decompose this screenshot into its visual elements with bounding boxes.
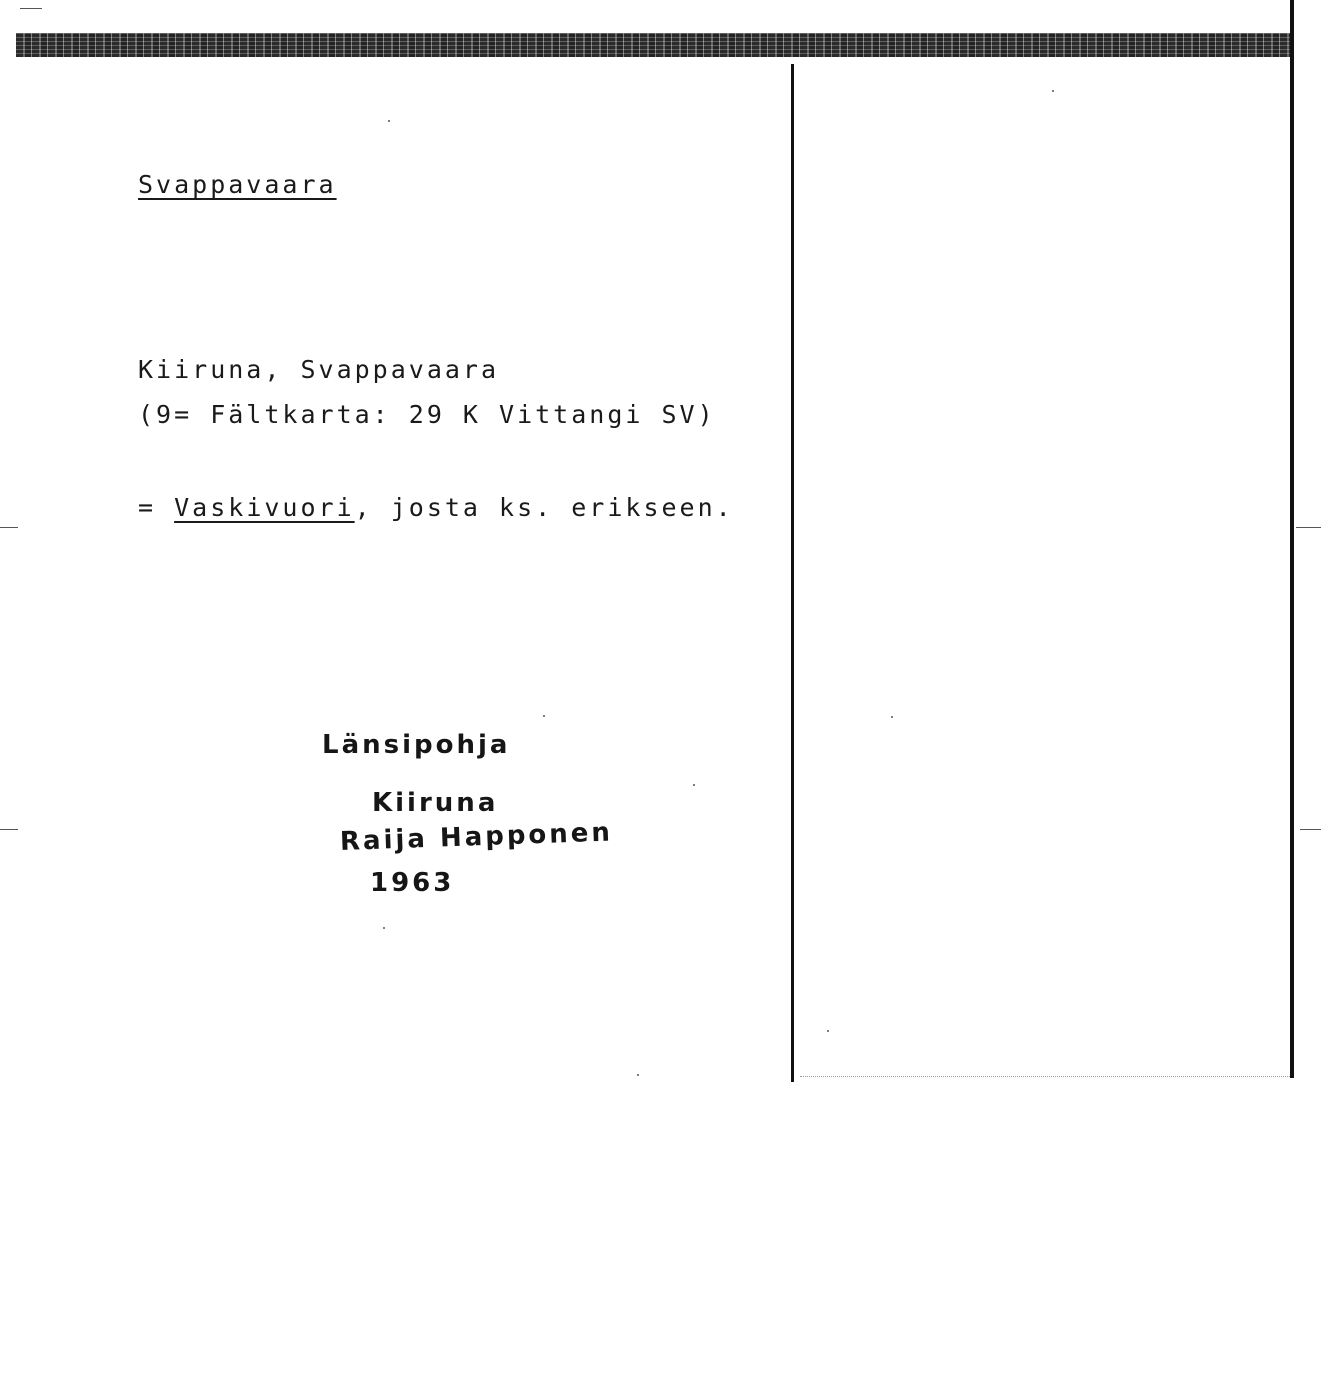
card-bottom-edge (800, 1076, 1290, 1078)
cross-reference-link: Vaskivuori (174, 493, 355, 522)
stamp-parish: Kiiruna (372, 788, 499, 818)
margin-mark (1300, 829, 1321, 830)
stamp-year: 1963 (370, 868, 455, 898)
paper-speck (637, 1074, 639, 1076)
cross-reference-suffix: , josta ks. erikseen. (354, 493, 734, 522)
paper-speck (827, 1030, 829, 1032)
card-heading: Svappavaara (138, 170, 337, 199)
margin-mark (20, 8, 42, 9)
location-line: Kiiruna, Svappavaara (138, 355, 500, 384)
paper-speck (543, 715, 545, 717)
paper-speck (388, 120, 390, 122)
cross-reference-line (138, 493, 734, 522)
paper-speck (693, 784, 695, 786)
stamp-collector: Raija Happonen (339, 817, 614, 857)
card-top-edge-texture (16, 33, 1294, 57)
margin-mark (1296, 527, 1321, 528)
column-divider (791, 64, 794, 1082)
cross-reference-prefix: = (138, 493, 175, 522)
paper-speck (383, 927, 385, 929)
margin-mark (0, 527, 18, 528)
paper-speck (891, 716, 893, 718)
map-reference-line: (9= Fältkarta: 29 K Vittangi SV) (138, 400, 716, 429)
stamp-region: Länsipohja (322, 730, 511, 760)
paper-speck (1052, 90, 1054, 92)
margin-mark (0, 829, 18, 830)
card-right-border (1290, 0, 1294, 1078)
